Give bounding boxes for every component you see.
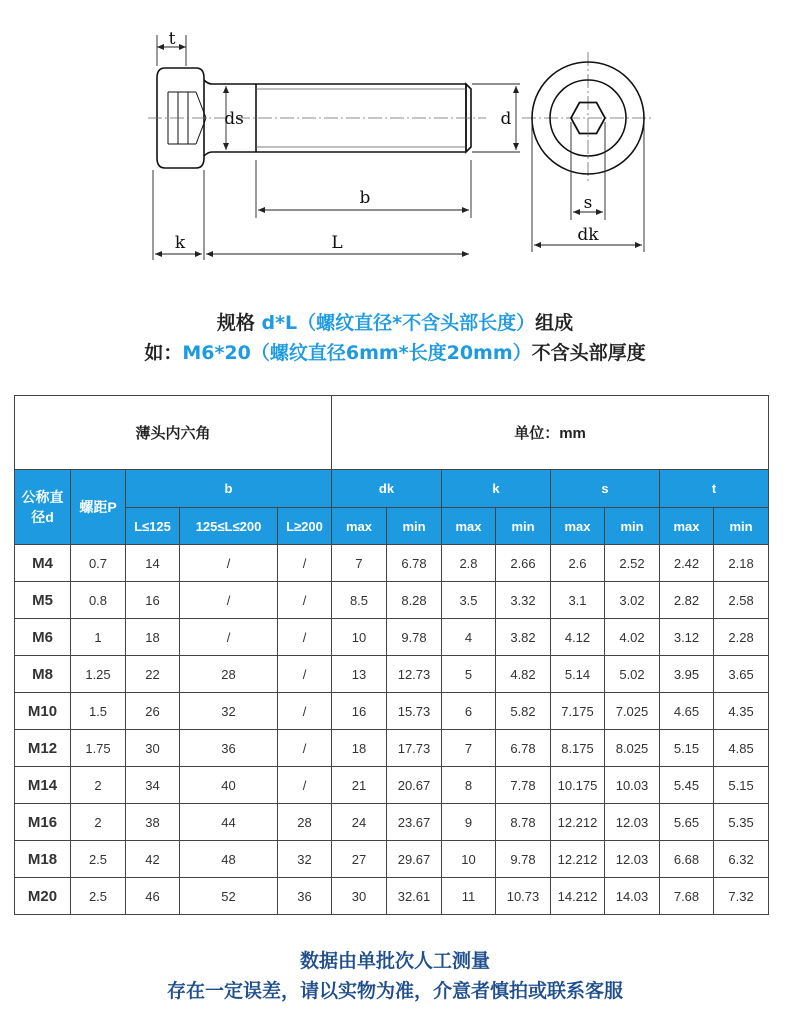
value-cell: 2 xyxy=(71,804,126,841)
value-cell: 1.5 xyxy=(71,693,126,730)
value-cell: 26 xyxy=(126,693,180,730)
value-cell: 10 xyxy=(442,841,496,878)
value-cell: 15.73 xyxy=(387,693,442,730)
value-cell: / xyxy=(278,656,332,693)
value-cell: 42 xyxy=(126,841,180,878)
value-cell: 17.73 xyxy=(387,730,442,767)
subheader-cell: min xyxy=(387,508,442,545)
size-cell: M12 xyxy=(15,730,71,767)
value-cell: 3.1 xyxy=(551,582,605,619)
value-cell: 8.78 xyxy=(496,804,551,841)
size-cell: M18 xyxy=(15,841,71,878)
value-cell: 5 xyxy=(442,656,496,693)
value-cell: 4.12 xyxy=(551,619,605,656)
value-cell: 34 xyxy=(126,767,180,804)
size-cell: M10 xyxy=(15,693,71,730)
value-cell: 1 xyxy=(71,619,126,656)
value-cell: 12.73 xyxy=(387,656,442,693)
spec-caption-line2: 如：M6*20（螺纹直径6mm*长度20mm）不含头部厚度 xyxy=(144,342,646,364)
value-cell: 2.42 xyxy=(660,545,714,582)
value-cell: 30 xyxy=(126,730,180,767)
value-cell: 4.35 xyxy=(714,693,769,730)
value-cell: 2.58 xyxy=(714,582,769,619)
header-dk: dk xyxy=(332,470,442,508)
value-cell: 27 xyxy=(332,841,387,878)
value-cell: 8.5 xyxy=(332,582,387,619)
value-cell: 4.85 xyxy=(714,730,769,767)
value-cell: 12.03 xyxy=(605,804,660,841)
table-row xyxy=(15,804,769,841)
table-row xyxy=(15,545,769,582)
value-cell: 4.82 xyxy=(496,656,551,693)
value-cell: / xyxy=(278,730,332,767)
table-row xyxy=(15,767,769,804)
value-cell: 7.68 xyxy=(660,878,714,915)
value-cell: / xyxy=(180,619,278,656)
footer-note-2: 存在一定误差，请以实物为准，介意者慎拍或联系客服 xyxy=(166,980,623,1002)
value-cell: 13 xyxy=(332,656,387,693)
value-cell: 8 xyxy=(442,767,496,804)
value-cell: 6.78 xyxy=(496,730,551,767)
value-cell: 12.03 xyxy=(605,841,660,878)
subheader-cell: min xyxy=(714,508,769,545)
subheader-cell: min xyxy=(605,508,660,545)
header-pitch: 螺距P xyxy=(71,470,126,545)
value-cell: 3.32 xyxy=(496,582,551,619)
subheader-cell: max xyxy=(660,508,714,545)
value-cell: 2.5 xyxy=(71,841,126,878)
subheader-cell: min xyxy=(496,508,551,545)
header-t: t xyxy=(660,470,769,508)
value-cell: 20.67 xyxy=(387,767,442,804)
value-cell: 8.28 xyxy=(387,582,442,619)
value-cell: 3.82 xyxy=(496,619,551,656)
value-cell: / xyxy=(180,582,278,619)
value-cell: 29.67 xyxy=(387,841,442,878)
value-cell: 30 xyxy=(332,878,387,915)
value-cell: 16 xyxy=(126,582,180,619)
value-cell: 6.68 xyxy=(660,841,714,878)
value-cell: 6 xyxy=(442,693,496,730)
header-b: b xyxy=(126,470,332,508)
value-cell: 2 xyxy=(71,767,126,804)
value-cell: 3.5 xyxy=(442,582,496,619)
value-cell: 3.02 xyxy=(605,582,660,619)
value-cell: 7 xyxy=(442,730,496,767)
value-cell: 36 xyxy=(180,730,278,767)
value-cell: 7.175 xyxy=(551,693,605,730)
bolt-technical-drawing xyxy=(0,0,790,280)
label-ds: ds xyxy=(224,109,244,129)
size-cell: M16 xyxy=(15,804,71,841)
size-cell: M8 xyxy=(15,656,71,693)
value-cell: 10.175 xyxy=(551,767,605,804)
unit-label: 单位：mm xyxy=(332,396,769,470)
value-cell: / xyxy=(278,619,332,656)
size-cell: M4 xyxy=(15,545,71,582)
value-cell: / xyxy=(278,545,332,582)
value-cell: 10.03 xyxy=(605,767,660,804)
spec-table xyxy=(14,395,769,915)
value-cell: 2.66 xyxy=(496,545,551,582)
table-row xyxy=(15,693,769,730)
value-cell: 28 xyxy=(278,804,332,841)
value-cell: 3.12 xyxy=(660,619,714,656)
subheader-cell: 125≤L≤200 xyxy=(180,508,278,545)
value-cell: 48 xyxy=(180,841,278,878)
footer-note-1: 数据由单批次人工测量 xyxy=(299,950,490,972)
value-cell: 3.95 xyxy=(660,656,714,693)
value-cell: 5.15 xyxy=(714,767,769,804)
value-cell: 36 xyxy=(278,878,332,915)
header-nominal-diameter: 公称直径d xyxy=(15,470,71,545)
value-cell: 14 xyxy=(126,545,180,582)
value-cell: 9.78 xyxy=(496,841,551,878)
value-cell: 22 xyxy=(126,656,180,693)
value-cell: 0.7 xyxy=(71,545,126,582)
value-cell: 7.78 xyxy=(496,767,551,804)
value-cell: 6.32 xyxy=(714,841,769,878)
value-cell: 5.82 xyxy=(496,693,551,730)
value-cell: 4.65 xyxy=(660,693,714,730)
subheader-cell: L≤125 xyxy=(126,508,180,545)
subheader-cell: max xyxy=(442,508,496,545)
value-cell: 10.73 xyxy=(496,878,551,915)
label-k: k xyxy=(174,233,186,253)
size-cell: M6 xyxy=(15,619,71,656)
value-cell: 14.03 xyxy=(605,878,660,915)
value-cell: 21 xyxy=(332,767,387,804)
label-s: s xyxy=(583,193,593,213)
label-b: b xyxy=(359,188,371,208)
value-cell: 14.212 xyxy=(551,878,605,915)
value-cell: 2.18 xyxy=(714,545,769,582)
value-cell: 10 xyxy=(332,619,387,656)
value-cell: 2.28 xyxy=(714,619,769,656)
value-cell: / xyxy=(278,767,332,804)
value-cell: 1.25 xyxy=(71,656,126,693)
value-cell: / xyxy=(180,545,278,582)
spec-caption-line1: 规格 d*L（螺纹直径*不含头部长度）组成 xyxy=(216,312,574,334)
table-row xyxy=(15,619,769,656)
value-cell: 7 xyxy=(332,545,387,582)
value-cell: 2.5 xyxy=(71,878,126,915)
size-cell: M14 xyxy=(15,767,71,804)
value-cell: 38 xyxy=(126,804,180,841)
spec-table-body xyxy=(15,545,769,915)
header-k: k xyxy=(442,470,551,508)
value-cell: 5.15 xyxy=(660,730,714,767)
value-cell: 6.78 xyxy=(387,545,442,582)
value-cell: 11 xyxy=(442,878,496,915)
value-cell: 5.35 xyxy=(714,804,769,841)
value-cell: 5.02 xyxy=(605,656,660,693)
value-cell: 24 xyxy=(332,804,387,841)
subheader-cell: max xyxy=(551,508,605,545)
label-L: L xyxy=(331,233,343,253)
value-cell: 2.8 xyxy=(442,545,496,582)
value-cell: 2.82 xyxy=(660,582,714,619)
value-cell: 1.75 xyxy=(71,730,126,767)
value-cell: 9.78 xyxy=(387,619,442,656)
value-cell: 18 xyxy=(126,619,180,656)
value-cell: 4 xyxy=(442,619,496,656)
value-cell: 8.025 xyxy=(605,730,660,767)
value-cell: 3.65 xyxy=(714,656,769,693)
value-cell: 16 xyxy=(332,693,387,730)
value-cell: 5.45 xyxy=(660,767,714,804)
subheader-cell: max xyxy=(332,508,387,545)
value-cell: 5.65 xyxy=(660,804,714,841)
value-cell: 12.212 xyxy=(551,841,605,878)
value-cell: 46 xyxy=(126,878,180,915)
subheader-cell: L≥200 xyxy=(278,508,332,545)
value-cell: / xyxy=(278,582,332,619)
value-cell: 4.02 xyxy=(605,619,660,656)
value-cell: 40 xyxy=(180,767,278,804)
table-row xyxy=(15,656,769,693)
label-d: d xyxy=(500,109,512,129)
value-cell: 0.8 xyxy=(71,582,126,619)
size-cell: M20 xyxy=(15,878,71,915)
value-cell: 5.14 xyxy=(551,656,605,693)
value-cell: 18 xyxy=(332,730,387,767)
value-cell: 52 xyxy=(180,878,278,915)
label-t: t xyxy=(168,29,176,49)
size-cell: M5 xyxy=(15,582,71,619)
table-row xyxy=(15,878,769,915)
value-cell: 32 xyxy=(180,693,278,730)
table-title: 薄头内六角 xyxy=(15,396,332,470)
table-row xyxy=(15,841,769,878)
value-cell: 7.025 xyxy=(605,693,660,730)
value-cell: / xyxy=(278,693,332,730)
value-cell: 2.6 xyxy=(551,545,605,582)
value-cell: 32.61 xyxy=(387,878,442,915)
value-cell: 9 xyxy=(442,804,496,841)
value-cell: 28 xyxy=(180,656,278,693)
table-row xyxy=(15,730,769,767)
label-dk: dk xyxy=(577,225,599,245)
value-cell: 7.32 xyxy=(714,878,769,915)
table-row xyxy=(15,582,769,619)
header-s: s xyxy=(551,470,660,508)
value-cell: 23.67 xyxy=(387,804,442,841)
value-cell: 32 xyxy=(278,841,332,878)
value-cell: 44 xyxy=(180,804,278,841)
value-cell: 2.52 xyxy=(605,545,660,582)
value-cell: 12.212 xyxy=(551,804,605,841)
value-cell: 8.175 xyxy=(551,730,605,767)
